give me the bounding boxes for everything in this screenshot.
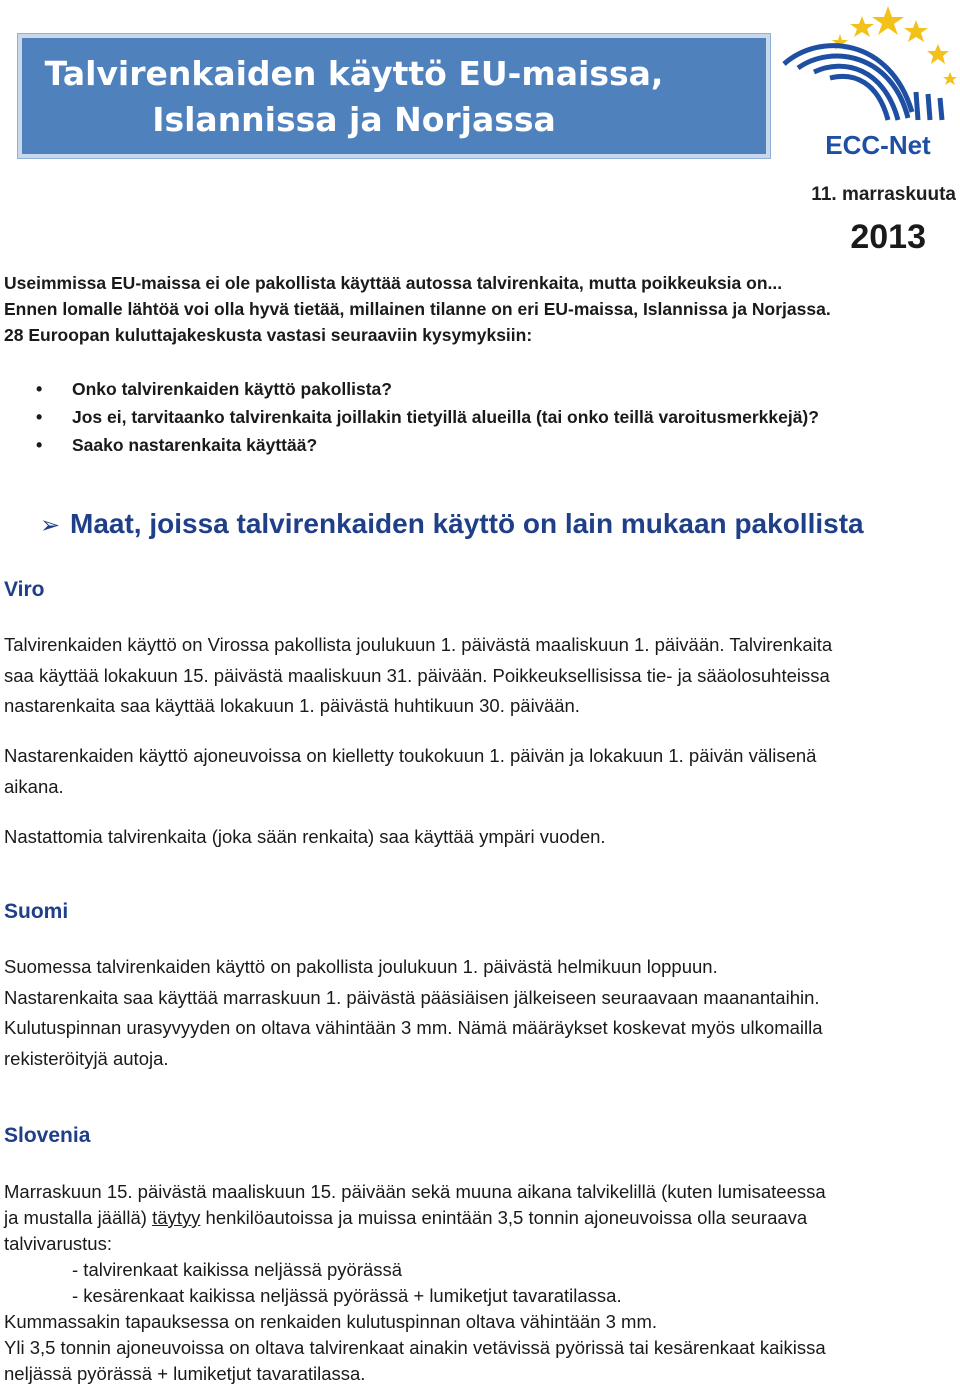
country-heading-suomi: Suomi: [4, 900, 69, 923]
title-line-2: Islannissa ja Norjassa: [152, 100, 556, 139]
text-line: Kulutuspinnan urasyvyyden on oltava vähintään 3 mm. Nämä määräykset koskevat myös ulkomailla: [4, 1017, 823, 1038]
title-box: [18, 34, 770, 158]
text-part: ja mustalla jäällä): [4, 1207, 153, 1228]
text-line: neljässä pyörässä + lumiketjut tavaratilassa.: [4, 1363, 366, 1384]
section-heading: [40, 508, 864, 540]
underlined-word: täytyy: [152, 1207, 201, 1228]
year: 2013: [850, 218, 926, 256]
text-line: nastarenkaita saa käyttää lokakuun 1. päivästä huhtikuun 30. päivään.: [4, 695, 580, 716]
country-heading-slovenia: Slovenia: [4, 1124, 91, 1147]
section-heading-text: Maat, joissa talvirenkaiden käyttö on lain mukaan pakollista: [70, 508, 864, 539]
text-line: Yli 3,5 tonnin ajoneuvoissa on oltava talvirenkaat ainakin vetävissä pyörissä tai kesärenkaat kaikissa: [4, 1337, 826, 1358]
question-list: [36, 375, 819, 459]
equipment-item: - talvirenkaat kaikissa neljässä pyörässä: [72, 1259, 403, 1280]
slovenia-paragraph-1: [4, 1179, 890, 1257]
text-line: talvivarustus:: [4, 1233, 112, 1254]
text-line: rekisteröityjä autoja.: [4, 1047, 169, 1069]
viro-paragraph-1: [4, 630, 894, 722]
text-line: Suomessa talvirenkaiden käyttö on pakollista joulukuun 1. päivästä helmikuun loppuun.: [4, 956, 718, 977]
text-line: Nastarenkaita saa käyttää marraskuun 1. päivästä pääsiäisen jälkeiseen seuraavaan maanantaihin.: [4, 986, 820, 1008]
ecc-net-logo: [780, 2, 960, 158]
slovenia-paragraph-2: [4, 1309, 890, 1387]
suomi-paragraph: [4, 952, 894, 1074]
text-line: aikana.: [4, 775, 64, 797]
logo-text: ECC-Net: [825, 130, 931, 158]
text-line: Talvirenkaiden käyttö on Virossa pakollista joulukuun 1. päivästä maaliskuun 1. päivään. Talvirenkaita: [4, 634, 833, 655]
intro: [4, 270, 831, 348]
intro-line: 28 Euroopan kuluttajakeskusta vastasi seuraaviin kysymyksiin:: [4, 325, 533, 345]
arrow-bullet-icon: ➢: [40, 512, 61, 539]
logo-stripes: [784, 46, 942, 120]
title-line-1: Talvirenkaiden käyttö EU-maissa,: [44, 54, 664, 93]
intro-line: Useimmissa EU-maissa ei ole pakollista käyttää autossa talvirenkaita, mutta poikkeuksia on...: [4, 273, 783, 293]
text-line: [4, 1205, 890, 1231]
viro-paragraph-2: [4, 741, 894, 802]
text-line: saa käyttää lokakuun 15. päivästä maaliskuun 31. päivään. Poikkeuksellisissa tie- ja sääolosuhteissa: [4, 664, 830, 686]
date: 11. marraskuuta: [811, 184, 956, 205]
question-item: • Saako nastarenkaita käyttää?: [36, 431, 819, 459]
equipment-item: - kesärenkaat kaikissa neljässä pyörässä + lumiketjut tavaratilassa.: [72, 1285, 622, 1306]
viro-paragraph-3: Nastattomia talvirenkaita (joka sään renkaita) saa käyttää ympäri vuoden.: [4, 826, 606, 847]
question-item: • Onko talvirenkaiden käyttö pakollista?: [36, 375, 819, 403]
text-line: Kummassakin tapauksessa on renkaiden kulutuspinnan oltava vähintään 3 mm.: [4, 1311, 658, 1332]
text-line: Nastarenkaiden käyttö ajoneuvoissa on kielletty toukokuun 1. päivän ja lokakuun 1. päivän välisenä: [4, 745, 817, 766]
country-heading-viro: Viro: [4, 578, 45, 601]
question-item: • Jos ei, tarvitaanko talvirenkaita joillakin tietyillä alueilla (tai onko teillä varoitusmerkkejä)?: [36, 403, 819, 431]
text-line: Marraskuun 15. päivästä maaliskuun 15. päivään sekä muuna aikana talvikelillä (kuten lumisateessa: [4, 1181, 826, 1202]
intro-line: Ennen lomalle lähtöä voi olla hyvä tietää, millainen tilanne on eri EU-maissa, Islannissa ja Norjassa.: [4, 299, 831, 319]
text-part: henkilöautoissa ja muissa enintään 3,5 tonnin ajoneuvoissa olla seuraava: [200, 1207, 808, 1228]
